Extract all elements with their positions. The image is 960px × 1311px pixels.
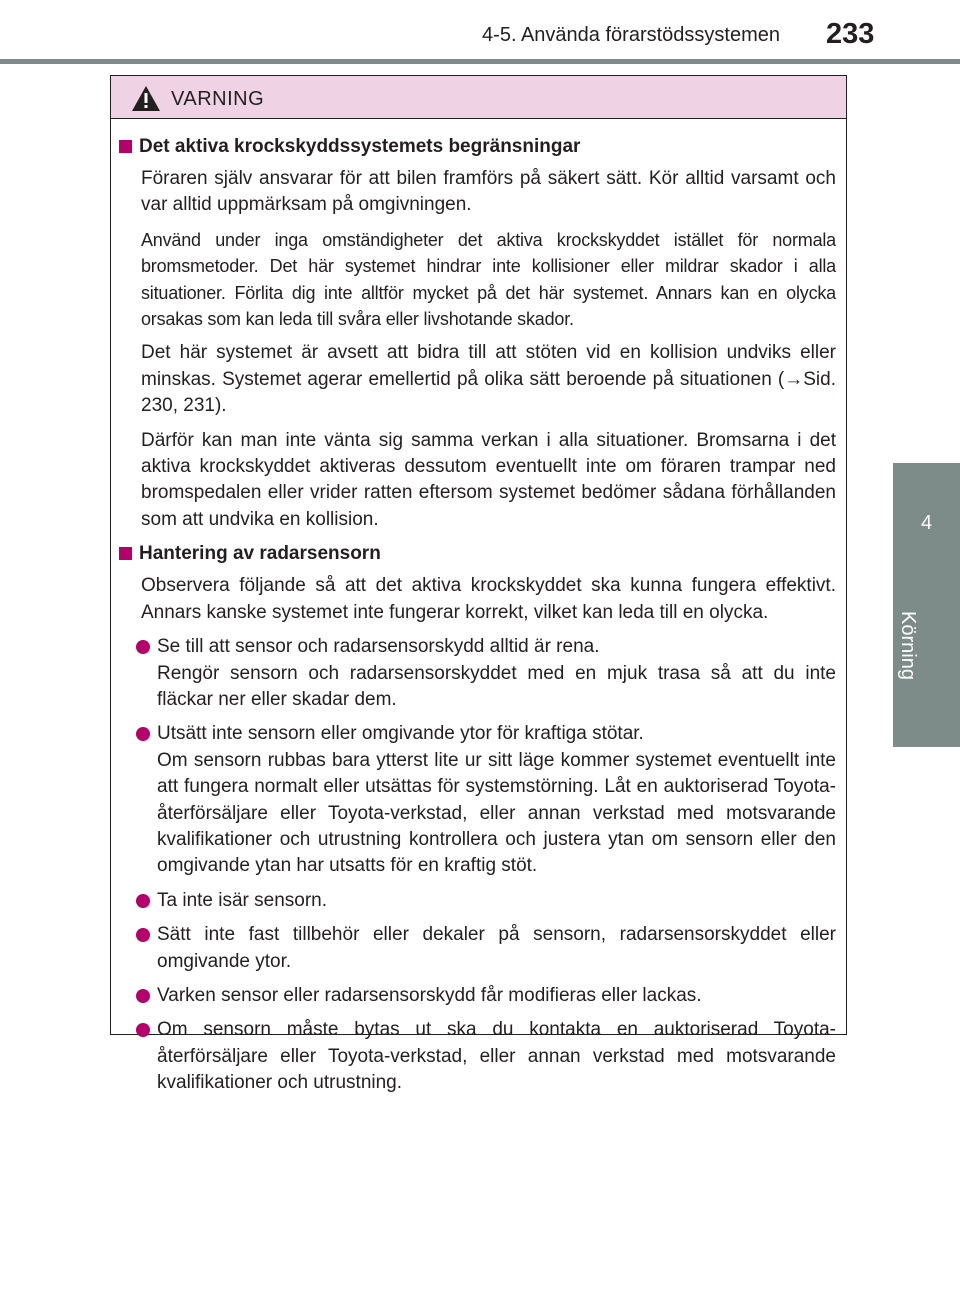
warning-title: VARNING xyxy=(171,88,265,110)
bullet-dot-icon xyxy=(136,640,150,654)
bullet-dot-icon xyxy=(136,989,150,1003)
section-heading: Det aktiva krockskyddssystemets begränsningar xyxy=(111,134,846,160)
warning-content xyxy=(111,134,846,1105)
bullet-item: Utsätt inte sensorn eller omgivande ytor för kraftiga stötar. Om sensorn rubbas bara ytterst lite ur sitt läge kommer systemet eventuellt inte att fungera normalt eller utsättas för systemstörning. Låt en auktoriserad Toyota-återförsäljare eller Toyota-verkstad, eller annan verkstad med motsvarande kvalifikationer och utrustning kontrollera och justera ytan om sensorn eller den omgivande ytan har utsatts för en kraftig stöt. xyxy=(157,721,836,879)
header-divider xyxy=(0,59,960,64)
section-title: 4-5. Använda förarstödssystemen xyxy=(482,24,780,46)
section-heading: Hantering av radarsensorn xyxy=(111,541,846,567)
paragraph: Observera följande så att det aktiva krockskyddet ska kunna fungera effektivt. Annars kanske systemet inte fungerar korrekt, vilket kan leda till en olycka. xyxy=(141,575,836,623)
bullet-item: Varken sensor eller radarsensorskydd får modifieras eller lackas. xyxy=(157,983,836,1009)
bullet-dot-icon xyxy=(136,1023,150,1037)
paragraph: Använd under inga omständigheter det aktiva krockskyddet istället för normala bromsmetoder. Det här systemet hindrar inte kollisioner eller mildrar skador i alla situationer. Förlita dig inte alltför mycket på det här systemet. Annars kan en olycka orsakas som kan leda till svåra eller livshotande skador. xyxy=(141,229,836,330)
paragraph: Föraren själv ansvarar för att bilen framförs på säkert sätt. Kör alltid varsamt och var alltid uppmärksam på omgivningen. xyxy=(141,168,836,216)
chapter-number: 4 xyxy=(920,512,933,534)
square-bullet-icon xyxy=(119,547,132,560)
bullet-item: Sätt inte fast tillbehör eller dekaler på sensorn, radarsensorskyddet eller omgivande ytor. xyxy=(157,922,836,975)
chapter-tab xyxy=(893,463,960,747)
paragraph: Därför kan man inte vänta sig samma verkan i alla situationer. Bromsarna i det aktiva krockskyddet aktiveras dessutom eventuellt inte om föraren trampar ned bromspedalen eller vrider ratten eftersom systemet bedömer sådana förhållanden som att undvika en kollision. xyxy=(141,429,836,530)
warning-box xyxy=(110,75,847,1094)
bullet-item: Ta inte isär sensorn. xyxy=(157,888,836,914)
warning-header xyxy=(111,76,846,119)
bullet-dot-icon xyxy=(136,894,150,908)
bullet-item: Se till att sensor och radarsensorskydd alltid är rena. Rengör sensorn och radarsensorskyddet med en mjuk trasa så att du inte fläckar ner eller skadar dem. xyxy=(157,634,836,713)
paragraph: Det här systemet är avsett att bidra till att stöten vid en kollision undviks eller minskas. Systemet agerar emellertid på olika sätt beroende på situationen (→Sid. 230, 231). xyxy=(141,342,836,417)
bullet-dot-icon xyxy=(136,727,150,741)
bullet-dot-icon xyxy=(136,928,150,942)
bullet-item: Om sensorn måste bytas ut ska du kontakta en auktoriserad Toyota-återförsäljare eller Toyota-verkstad, eller annan verkstad med motsvarande kvalifikationer och utrustning. xyxy=(157,1017,836,1096)
square-bullet-icon xyxy=(119,140,132,153)
warning-triangle-icon xyxy=(131,85,161,112)
chapter-label: Körning xyxy=(897,611,919,680)
page-number: 233 xyxy=(826,18,875,50)
